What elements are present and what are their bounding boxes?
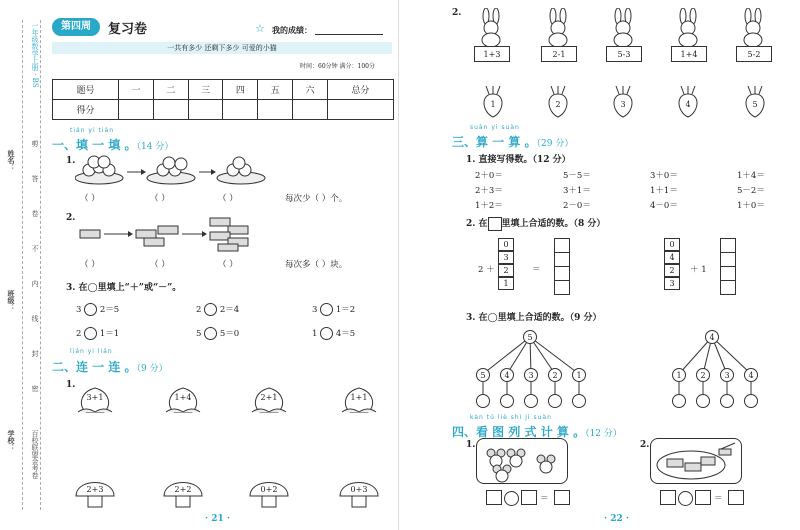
answer-circle[interactable]	[672, 394, 686, 408]
radish-card[interactable]	[675, 86, 701, 118]
table-cell: 题号	[53, 80, 119, 100]
week-badge: 第四周	[52, 18, 100, 36]
section-points: （12 分）	[585, 429, 622, 439]
answer-circle[interactable]	[572, 394, 586, 408]
number-cell: 0	[498, 238, 514, 251]
answer-circle[interactable]	[720, 394, 734, 408]
number-cell: 2	[664, 264, 680, 277]
star-icon: ☆	[255, 22, 265, 35]
equation-rest: 1＝1	[99, 329, 120, 339]
question-2-heading	[466, 216, 605, 231]
answer-box[interactable]	[554, 280, 570, 295]
operator-circle[interactable]	[320, 303, 333, 316]
book-title: 一年级数学上册 · BS	[31, 22, 39, 88]
table-cell: 三	[188, 80, 223, 100]
score-cell[interactable]	[258, 100, 293, 120]
peach-card[interactable]	[76, 386, 114, 416]
peach-card[interactable]	[340, 386, 378, 416]
section-title: 一、填 一 填 。	[52, 138, 137, 152]
question-number: 2.	[66, 213, 76, 223]
calc-item: 1＋2＝	[475, 201, 503, 211]
question-text: 2. 在	[466, 219, 488, 229]
table-cell: 一	[119, 80, 154, 100]
equation	[196, 327, 239, 340]
cut-line	[40, 20, 41, 510]
answer-box[interactable]	[695, 490, 711, 505]
car-icon	[651, 439, 743, 485]
answer-box[interactable]	[720, 252, 736, 267]
square-box-icon	[488, 217, 502, 231]
radish-label: 4	[685, 100, 691, 109]
radish-card[interactable]	[742, 86, 768, 118]
number-cell: 2	[498, 264, 514, 277]
answer-circle[interactable]	[476, 394, 490, 408]
tree-node: 2	[696, 368, 710, 382]
tree-node: 2	[548, 368, 562, 382]
equation-number: 5	[196, 329, 202, 339]
score-line	[315, 34, 383, 35]
section-title: 三、算 一 算 。	[452, 135, 537, 149]
rabbit-label: 1+4	[671, 46, 707, 62]
equation-rest: 2＝4	[219, 305, 240, 315]
answer-box[interactable]	[554, 490, 570, 505]
question-text: 每次少（ ）个。	[285, 194, 348, 204]
calc-item: 2－0＝	[563, 201, 591, 211]
score-label: 我的成绩：	[272, 25, 312, 35]
page-divider	[398, 0, 399, 530]
tree-node: 3	[720, 368, 734, 382]
rabbit-label: 1+3	[474, 46, 510, 62]
plate-icon	[75, 156, 123, 184]
cut-char: 剪	[31, 140, 39, 147]
section-title: 四、看 图 列 式 计 算 。	[452, 425, 586, 439]
answer-box[interactable]	[554, 266, 570, 281]
operator-circle[interactable]	[320, 327, 333, 340]
equation	[196, 303, 239, 316]
plate-icon	[147, 157, 195, 184]
rabbit-label: 2-1	[541, 46, 577, 62]
operator-circle[interactable]	[84, 327, 97, 340]
tree-root: 5	[523, 330, 537, 344]
equals-sign: ＝	[540, 494, 549, 504]
equation-number: 2	[196, 305, 202, 315]
cut-char: 线	[31, 315, 39, 322]
answer-circle[interactable]	[500, 394, 514, 408]
score-table	[52, 79, 394, 120]
peach-label: 1+1	[350, 393, 368, 402]
equation-number: 2	[76, 329, 82, 339]
table-cell: 得分	[53, 100, 119, 120]
equation	[76, 327, 119, 340]
section-pinyin: lián yi lián	[70, 348, 113, 355]
rabbit-label: 5-3	[606, 46, 642, 62]
tree-node: 1	[672, 368, 686, 382]
tree-node: 4	[500, 368, 514, 382]
rabbit-icon	[600, 8, 648, 48]
rabbit-card[interactable]	[665, 8, 713, 64]
number-cell: 3	[664, 277, 680, 290]
score-cell[interactable]	[119, 100, 154, 120]
answer-box[interactable]	[720, 280, 736, 295]
time-info: 时间：60分钟 满分：100分	[300, 63, 375, 70]
subtitle-bar: 一共有多少 还剩下多少 可爱的小猫	[52, 42, 392, 54]
answer-paren[interactable]: （ ）	[150, 194, 170, 204]
radish-label: 2	[555, 100, 561, 109]
operator-circle[interactable]	[678, 491, 693, 506]
answer-box[interactable]	[720, 238, 736, 253]
answer-paren[interactable]: （ ）	[80, 260, 100, 270]
radish-card[interactable]	[610, 86, 636, 118]
number-cell: 1	[498, 277, 514, 290]
rabbit-icon	[468, 8, 516, 48]
erasers-illustration	[78, 210, 258, 252]
calc-item: 3＋1＝	[563, 186, 591, 196]
answer-circle[interactable]	[524, 394, 538, 408]
tree-node: 5	[476, 368, 490, 382]
calc-item: 1＋1＝	[650, 186, 678, 196]
question-number: 2.	[640, 440, 650, 450]
section-1-heading	[52, 134, 173, 153]
peach-label: 2+1	[260, 393, 278, 402]
tree-root: 4	[705, 330, 719, 344]
answer-paren[interactable]: （ ）	[80, 194, 100, 204]
peach-label: 1+4	[174, 393, 192, 402]
answer-circle[interactable]	[548, 394, 562, 408]
equation	[312, 327, 355, 340]
section-pinyin: tián yi tián	[70, 127, 115, 134]
section-points: （9 分）	[136, 364, 168, 374]
equation-number: 1	[312, 329, 318, 339]
cut-char: 封	[31, 350, 39, 357]
score-cell[interactable]	[188, 100, 223, 120]
page-title: 复习卷	[108, 22, 148, 37]
calc-item: 5－5＝	[563, 171, 591, 181]
section-2-heading	[52, 356, 168, 375]
radish-card[interactable]	[480, 86, 506, 118]
eraser-icon	[158, 226, 178, 234]
equation-number: 3	[76, 305, 82, 315]
question-text: 里填上合适的数。（8 分）	[501, 219, 606, 229]
answer-paren[interactable]: （ ）	[150, 260, 170, 270]
calc-item: 4－0＝	[650, 201, 678, 211]
peach-plates-illustration	[75, 152, 275, 186]
answer-circle[interactable]	[744, 394, 758, 408]
answer-paren[interactable]: （ ）	[218, 194, 238, 204]
tree-node: 3	[524, 368, 538, 382]
rabbit-card[interactable]	[468, 8, 516, 64]
question-3-text: 3. 在◯里填上“＋”或“－”。	[66, 283, 182, 293]
number-cell: 0	[664, 238, 680, 251]
score-cell[interactable]	[293, 100, 328, 120]
eraser-icon	[218, 244, 238, 251]
radish-card[interactable]	[545, 86, 571, 118]
operator-label: ＋ 1	[690, 265, 707, 275]
eraser-icon	[210, 218, 230, 226]
table-row	[53, 80, 394, 100]
table-cell: 四	[223, 80, 258, 100]
section-3-heading	[452, 131, 573, 150]
table-row	[53, 100, 394, 120]
score-cell[interactable]	[153, 100, 188, 120]
section-title: 二、连 一 连 。	[52, 360, 137, 374]
peach-label: 3+1	[86, 393, 104, 402]
radish-label: 5	[752, 100, 758, 109]
calc-item: 1＋4＝	[737, 171, 765, 181]
answer-box[interactable]	[486, 490, 502, 505]
rabbit-label: 5-2	[736, 46, 772, 62]
answer-box[interactable]	[521, 490, 537, 505]
cut-char: 密	[31, 385, 39, 392]
calc-item: 1＋0＝	[737, 201, 765, 211]
mushroom-card[interactable]	[74, 474, 116, 508]
cut-char: 卷	[31, 210, 39, 217]
question-number: 2.	[452, 8, 462, 18]
question-number: 1.	[466, 440, 476, 450]
answer-box[interactable]	[554, 252, 570, 267]
operator-circle[interactable]	[204, 303, 217, 316]
score-cell[interactable]	[327, 100, 393, 120]
peach-card[interactable]	[164, 386, 202, 416]
eraser-icon	[210, 232, 230, 240]
equals-sign: ＝	[714, 494, 723, 504]
equation-number: 3	[312, 305, 318, 315]
peach-card[interactable]	[250, 386, 288, 416]
question-text: 1. 直接写得数。（12 分）	[466, 155, 571, 165]
answer-box[interactable]	[660, 490, 676, 505]
school-field: 学校：	[7, 430, 16, 451]
mice-picture	[476, 438, 568, 484]
plate-icon	[217, 157, 265, 184]
cut-char: 内	[31, 280, 39, 287]
cut-char: 答	[31, 175, 39, 182]
mushroom-label: 0+3	[350, 485, 368, 494]
series-name: 百校联盟金考卷	[31, 430, 39, 479]
calc-item: 2＋0＝	[475, 171, 503, 181]
section-pinyin: kàn tú liè shì jì suàn	[470, 414, 552, 421]
operator-circle[interactable]	[204, 327, 217, 340]
cars-picture	[650, 438, 742, 484]
cut-line	[22, 20, 23, 510]
eraser-icon	[80, 230, 100, 238]
rabbit-icon	[535, 8, 583, 48]
number-cell: 4	[664, 251, 680, 264]
table-cell: 五	[258, 80, 293, 100]
operator-circle[interactable]	[84, 303, 97, 316]
question-text: 每次多（ ）块。	[285, 260, 348, 270]
table-cell: 六	[293, 80, 328, 100]
mushroom-label: 2+3	[86, 485, 104, 494]
operator-circle[interactable]	[504, 491, 519, 506]
eraser-icon	[136, 230, 156, 238]
answer-box[interactable]	[728, 490, 744, 505]
name-field: 姓名：	[7, 150, 16, 171]
page-number-left: · 21 ·	[205, 514, 231, 524]
radish-label: 3	[620, 100, 626, 109]
page-number-right: · 22 ·	[604, 514, 630, 524]
question-text: 3. 在◯里填上合适的数。（9 分）	[466, 313, 602, 323]
rabbit-card[interactable]	[535, 8, 583, 64]
section-pinyin: suàn yi suàn	[470, 124, 520, 131]
mushroom-card[interactable]	[248, 474, 290, 508]
equation-rest: 2＝5	[99, 305, 120, 315]
rabbit-icon	[665, 8, 713, 48]
eraser-icon	[228, 226, 248, 234]
equation-rest: 4＝5	[335, 329, 356, 339]
mushroom-label: 0+2	[260, 485, 278, 494]
class-field: 班级：	[7, 290, 16, 311]
tree-node: 1	[572, 368, 586, 382]
table-cell: 二	[153, 80, 188, 100]
equation	[312, 303, 355, 316]
answer-box[interactable]	[554, 238, 570, 253]
eraser-icon	[144, 238, 164, 246]
equation-rest: 1＝2	[335, 305, 356, 315]
mushroom-card[interactable]	[162, 474, 204, 508]
rabbit-card[interactable]	[600, 8, 648, 64]
rabbit-card[interactable]	[730, 8, 778, 64]
mushroom-card[interactable]	[338, 474, 380, 508]
radish-label: 1	[490, 100, 496, 109]
score-cell[interactable]	[223, 100, 258, 120]
equation-rest: 5＝0	[219, 329, 240, 339]
answer-paren[interactable]: （ ）	[218, 260, 238, 270]
number-cell: 3	[498, 251, 514, 264]
answer-circle[interactable]	[696, 394, 710, 408]
section-points: （29 分）	[536, 139, 574, 149]
rabbit-icon	[730, 8, 778, 48]
calc-item: 5－2＝	[737, 186, 765, 196]
operator-label: 2 ＋	[478, 265, 495, 275]
section-points: （14 分）	[136, 142, 174, 152]
mushroom-label: 2+2	[174, 485, 192, 494]
cut-char: 不	[31, 245, 39, 252]
question-number: 1.	[66, 156, 76, 166]
tree-node: 4	[744, 368, 758, 382]
calc-item: 3＋0＝	[650, 171, 678, 181]
equals-sign: ＝	[532, 265, 541, 275]
tree-1-lines	[470, 330, 610, 406]
equation	[76, 303, 119, 316]
mouse-icon	[477, 439, 569, 485]
answer-box[interactable]	[720, 266, 736, 281]
calc-item: 2＋3＝	[475, 186, 503, 196]
table-cell: 总分	[327, 80, 393, 100]
question-number: 1.	[66, 380, 76, 390]
